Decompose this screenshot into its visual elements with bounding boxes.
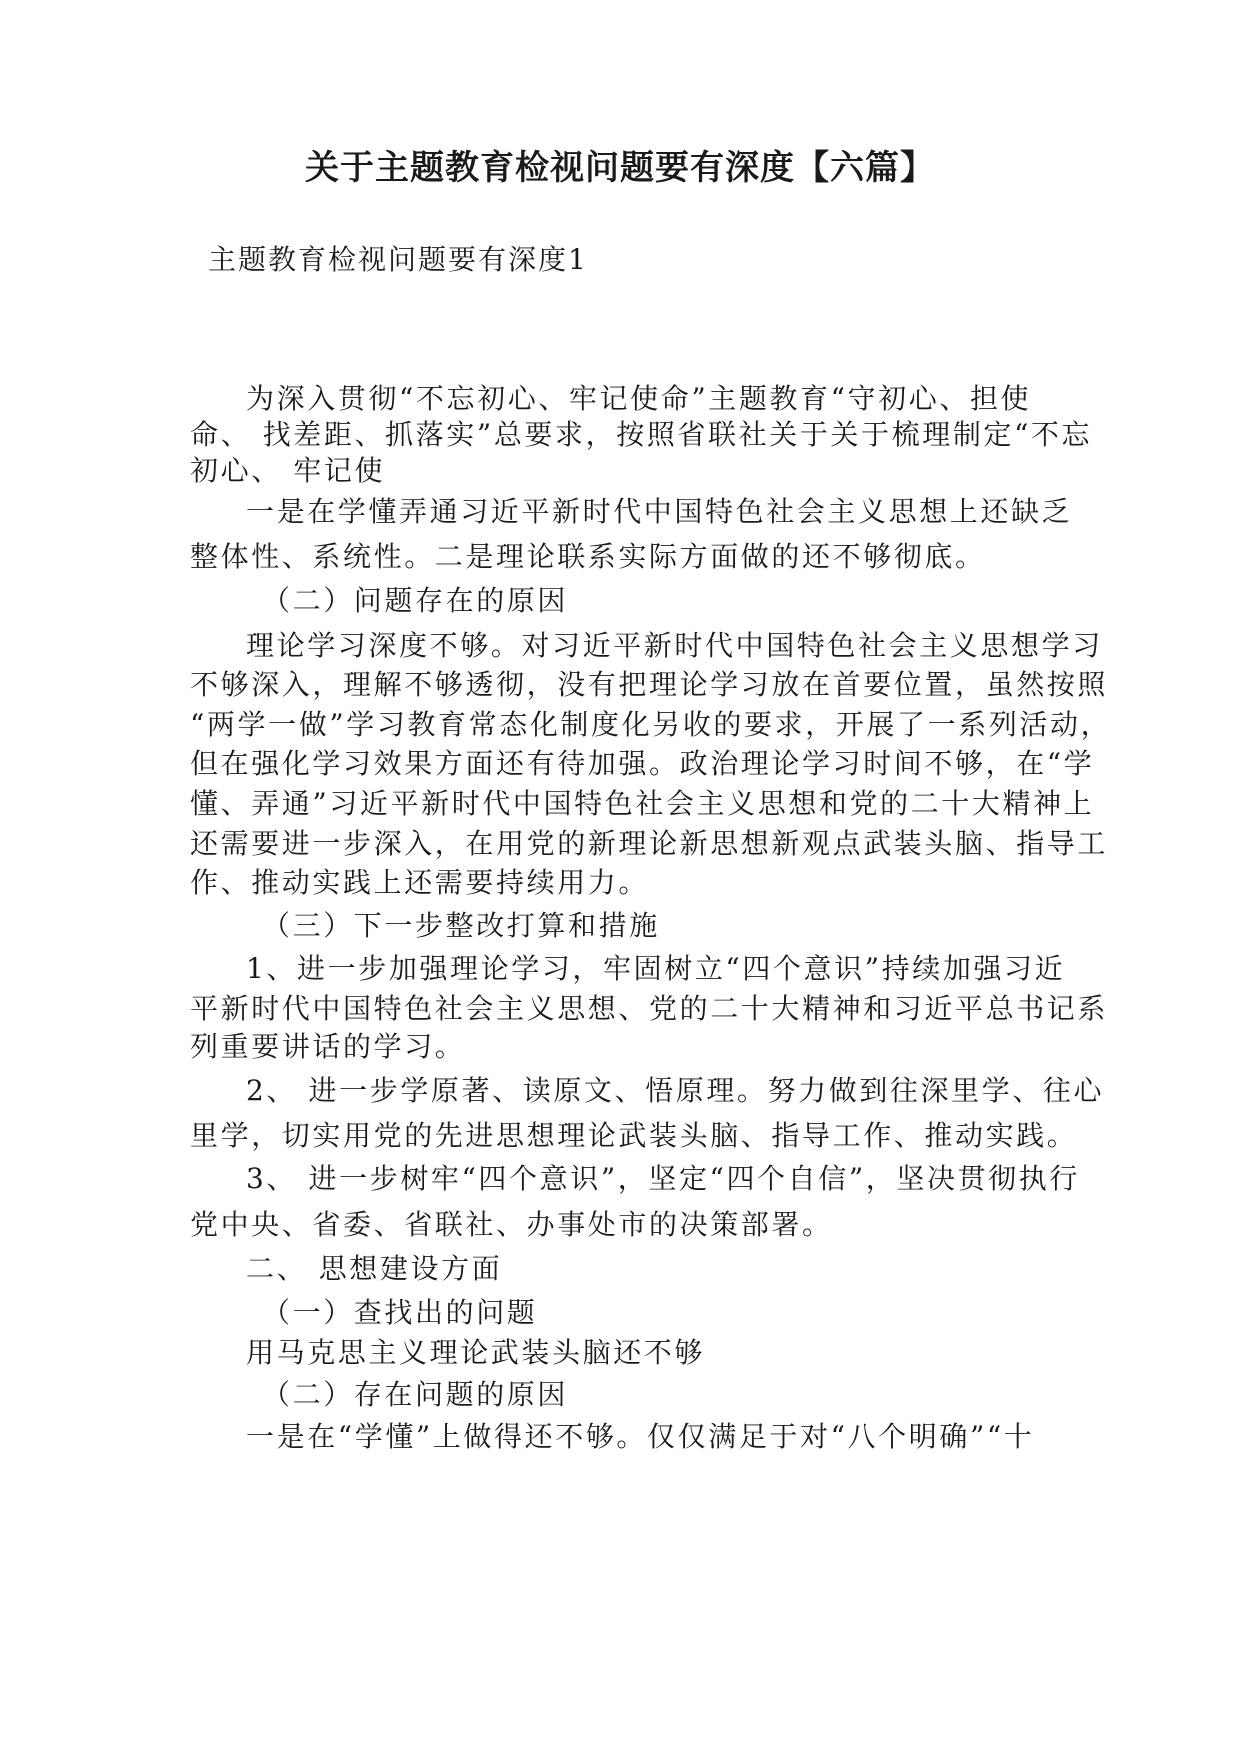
paragraph-line: “两学一做”学习教育常态化制度化另收的要求，开展了一系列活动， [190,708,1112,741]
paragraph-line: 懂、弄通”习近平新时代中国特色社会主义思想和党的二十大精神上 [190,787,1095,820]
paragraph-line: 2、 进一步学原著、读原文、悟原理。努力做到往深里学、往心 [246,1074,1105,1107]
section-heading: 主题教育检视问题要有深度1 [208,243,588,276]
subheading: （二）问题存在的原因 [262,584,569,617]
paragraph-line: 命、 找差距、抓落实”总要求，按照省联社关于关于梳理制定“不忘 [190,418,1093,451]
paragraph-line: 一是在学懂弄通习近平新时代中国特色社会主义思想上还缺乏 [246,495,1073,528]
paragraph-line: 党中央、省委、省联社、办事处市的决策部署。 [190,1208,833,1241]
paragraph-line: 理论学习深度不够。对习近平新时代中国特色社会主义思想学习 [246,629,1103,662]
paragraph-line: 里学，切实用党的先进思想理论武装头脑、指导工作、推动实践。 [190,1119,1078,1152]
paragraph-line: 还需要进一步深入，在用党的新理论新思想新观点武装头脑、指导工 [190,827,1109,860]
paragraph-line: 为深入贯彻“不忘初心、牢记使命”主题教育“守初心、担使 [246,382,1032,415]
paragraph-line: 一是在“学懂”上做得还不够。仅仅满足于对“八个明确”“十 [246,1420,1035,1453]
paragraph-line: 整体性、系统性。二是理论联系实际方面做的还不够彻底。 [190,540,986,573]
subheading: （三）下一步整改打算和措施 [262,909,660,942]
paragraph-line: 不够深入，理解不够透彻，没有把理论学习放在首要位置，虽然按照 [190,668,1109,701]
paragraph-line: 列重要讲话的学习。 [190,1030,466,1063]
paragraph-line: 作、推动实践上还需要持续用力。 [190,866,650,899]
paragraph-line: 1、进一步加强理论学习，牢固树立“四个意识”持续加强习近 [246,952,1066,985]
section-heading: 二、 思想建设方面 [246,1252,503,1285]
subheading: （二）存在问题的原因 [262,1378,569,1411]
paragraph-line: 平新时代中国特色社会主义思想、党的二十大精神和习近平总书记系 [190,992,1109,1025]
paragraph-line: 但在强化学习效果方面还有待加强。政治理论学习时间不够，在“学 [190,747,1095,780]
paragraph-line: 初心、 牢记使 [190,454,386,487]
subheading: （一）查找出的问题 [262,1296,538,1329]
paragraph-line: 3、 进一步树牢“四个意识”，坚定“四个自信”，坚决贯彻执行 [246,1162,1080,1195]
paragraph-line: 用马克思主义理论武装头脑还不够 [246,1336,706,1369]
document-title: 关于主题教育检视问题要有深度【六篇】 [305,148,935,188]
